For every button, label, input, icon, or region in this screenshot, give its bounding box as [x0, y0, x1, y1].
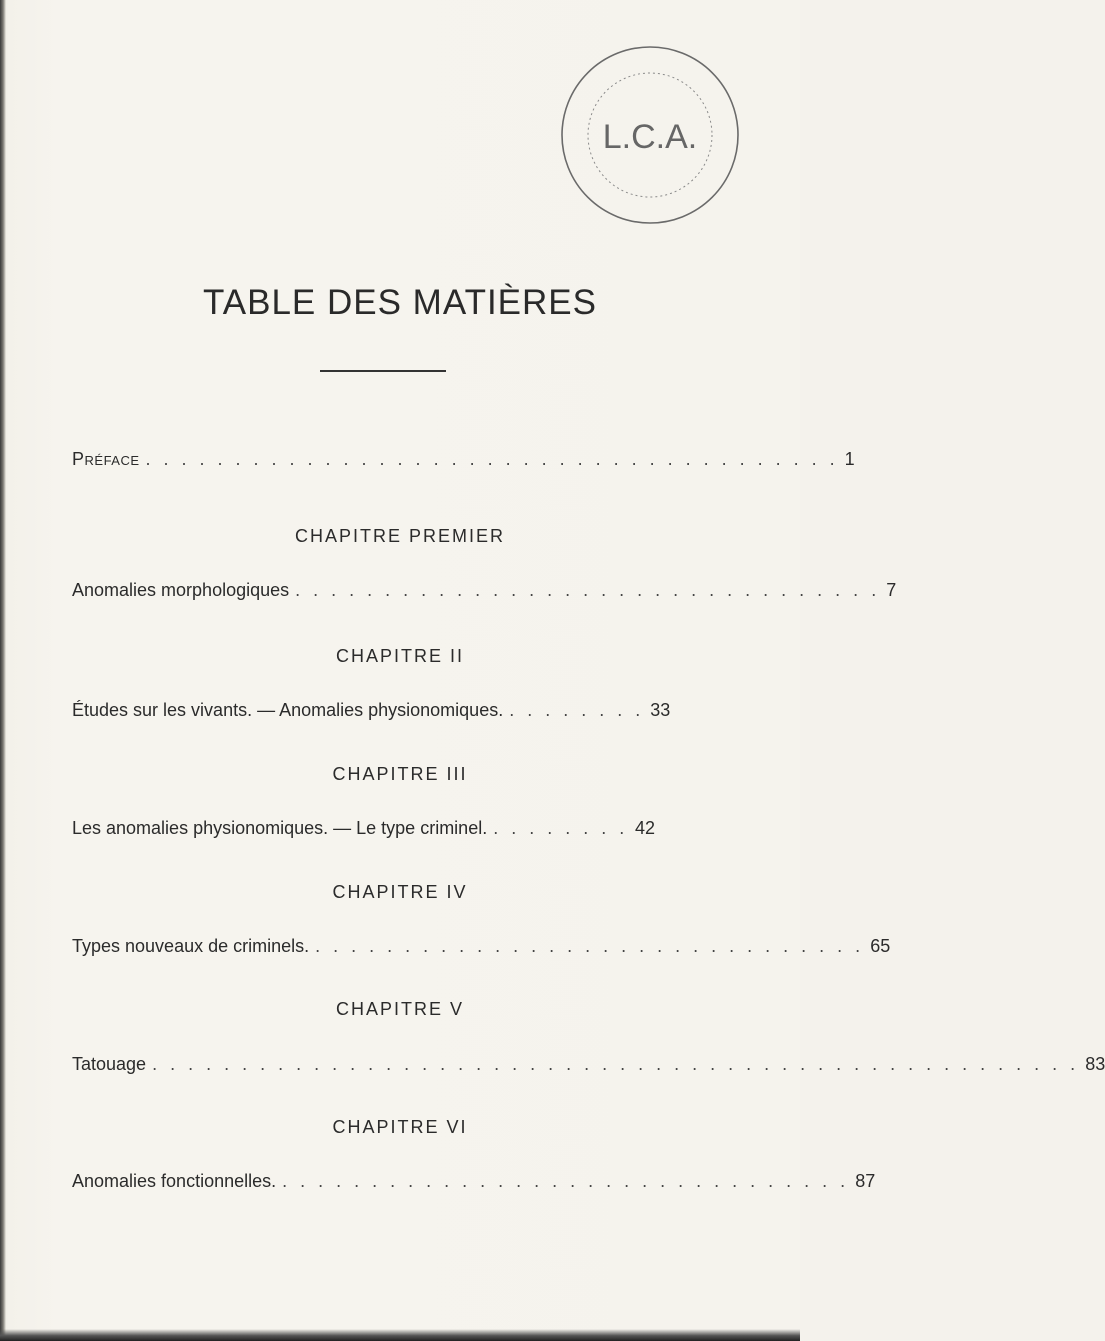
- toc-entry-ch1: [72, 578, 897, 604]
- page-number: 33: [650, 700, 671, 720]
- chapter-heading-6: CHAPITRE VI: [332, 1117, 468, 1137]
- page-bottom-edge: [0, 1329, 800, 1341]
- page-title: TABLE DES MATIÈRES: [202, 283, 597, 322]
- chapter-heading-4: CHAPITRE IV: [332, 882, 468, 902]
- leader-dots: . . . . . . . . . . . . . . . . . . . . . . . . . . . . . . . . . . . . . . . . . . . . . . . . . . . .: [152, 1054, 1080, 1074]
- entry-label: Les anomalies physionomiques. — Le type criminel.: [72, 818, 488, 838]
- chapter-heading-2: CHAPITRE II: [335, 646, 464, 666]
- stamp-center-text: L.C.A.: [602, 118, 698, 156]
- leader-dots: . . . . . . . .: [493, 818, 629, 838]
- leader-dots: . . . . . . . . . . . . . . . . . . . . . . . . . . . . . . .: [315, 936, 865, 956]
- page-number: 87: [855, 1171, 876, 1191]
- entry-label: Préface: [72, 449, 140, 469]
- leader-dots: . . . . . . . . . . . . . . . . . . . . . . . . . . . . . . . .: [282, 1171, 850, 1191]
- title-rule: [320, 370, 446, 372]
- toc-entry-preface: [72, 447, 855, 473]
- page-number: 65: [870, 936, 891, 956]
- leader-dots: . . . . . . . . . . . . . . . . . . . . . . . . . . . . . . . . .: [295, 580, 881, 600]
- leader-dots: . . . . . . . .: [509, 700, 645, 720]
- entry-label: Types nouveaux de criminels.: [72, 936, 310, 956]
- chapter-heading-3: CHAPITRE III: [332, 764, 468, 784]
- toc-entry-ch4: [72, 934, 891, 960]
- chapter-heading-1: CHAPITRE PREMIER: [294, 526, 506, 546]
- entry-label: Anomalies fonctionnelles.: [72, 1171, 277, 1191]
- toc-entry-ch5: [72, 1052, 1105, 1078]
- leader-dots: . . . . . . . . . . . . . . . . . . . . . . . . . . . . . . . . . . . . . . .: [145, 449, 839, 469]
- page-number: 83: [1085, 1054, 1105, 1074]
- toc-entry-ch6: [72, 1169, 876, 1195]
- entry-label: Études sur les vivants. — Anomalies physionomiques.: [72, 700, 504, 720]
- toc-entry-ch3: [72, 816, 655, 842]
- chapter-heading-5: CHAPITRE V: [335, 999, 465, 1019]
- toc-entry-ch2: [72, 698, 671, 724]
- library-stamp: [555, 40, 745, 230]
- page-binding-edge: [0, 0, 6, 1341]
- entry-label: Anomalies morphologiques: [72, 580, 290, 600]
- page-number: 7: [886, 580, 897, 600]
- page-number: 1: [844, 449, 855, 469]
- page-number: 42: [634, 818, 655, 838]
- entry-label: Tatouage: [72, 1054, 147, 1074]
